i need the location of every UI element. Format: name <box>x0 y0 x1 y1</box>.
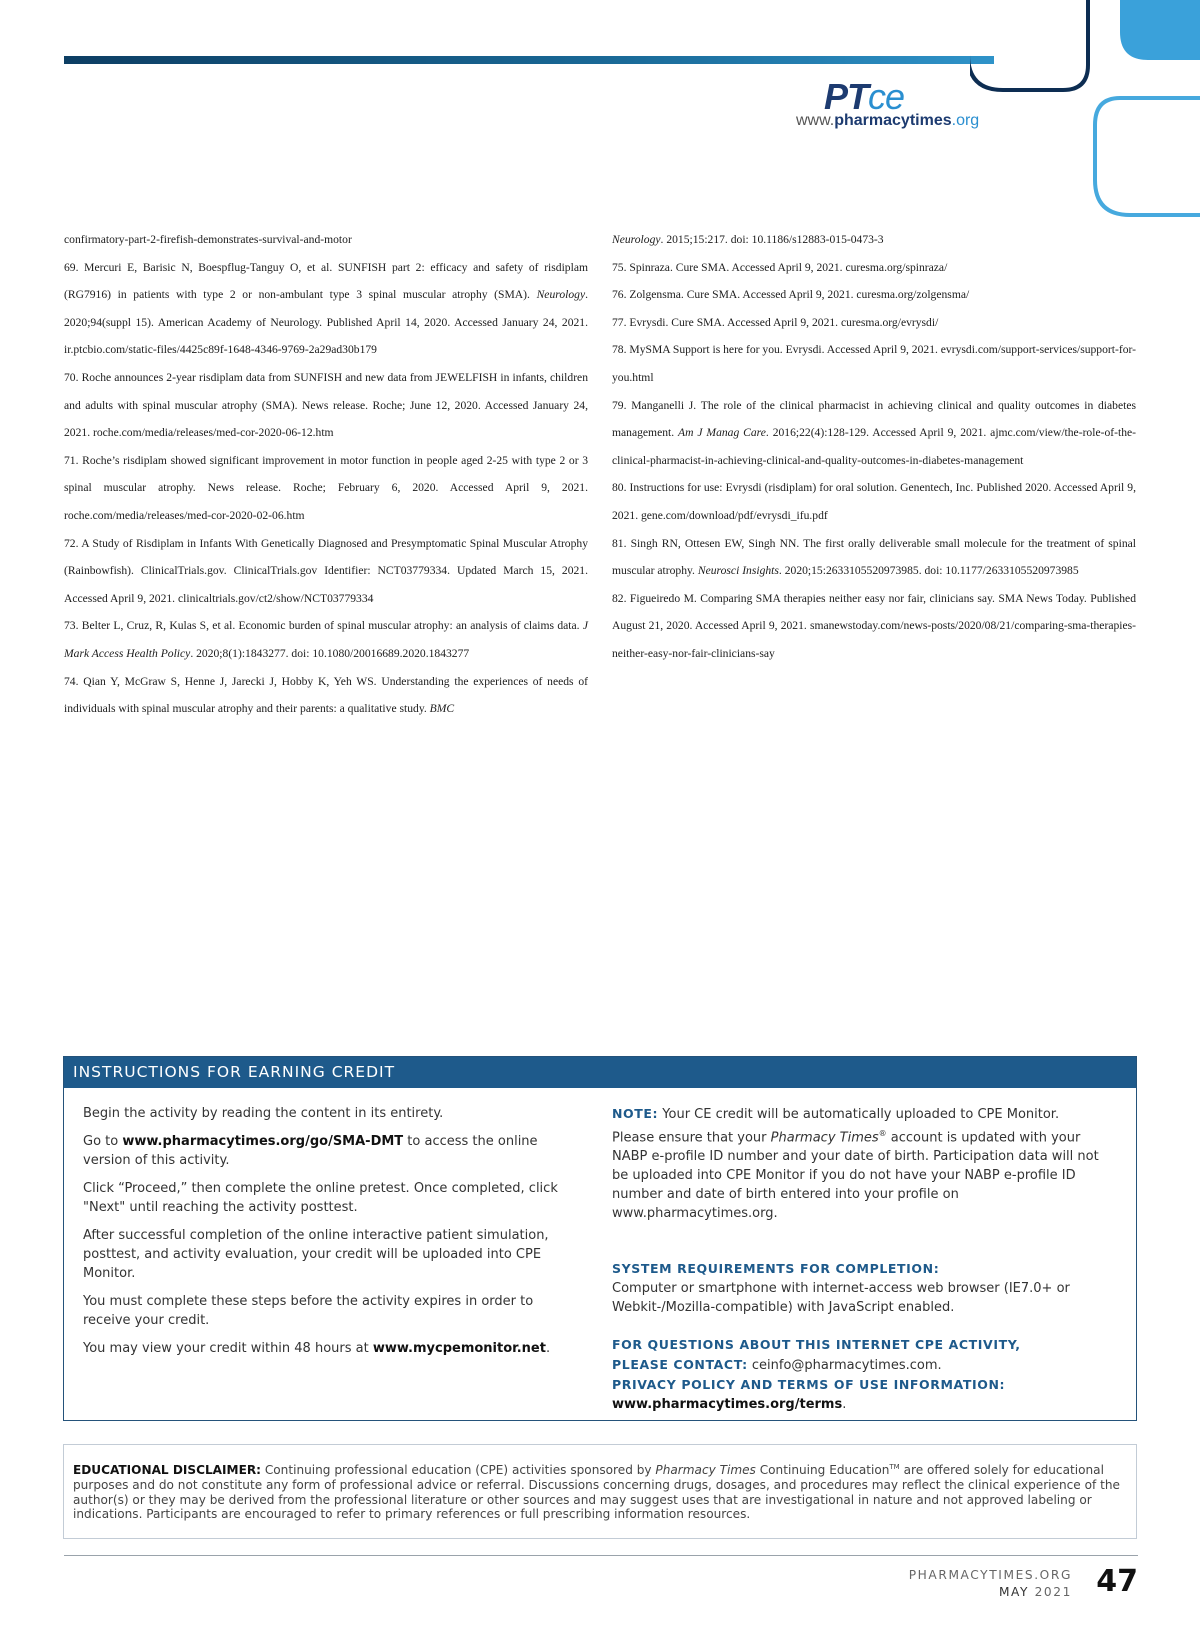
logo-pt: PT <box>824 76 869 117</box>
reference-entry <box>612 392 1136 475</box>
lightblue-rounded-outline <box>1095 98 1200 215</box>
credit-info <box>612 1104 1102 1414</box>
footer-rule <box>64 1555 1138 1556</box>
reference-entry <box>64 226 588 254</box>
text-segment: . <box>545 1341 551 1356</box>
blue-quarter-shape <box>1120 0 1200 60</box>
references-right-column <box>612 226 1136 668</box>
text-segment: 69. Mercuri E, Barisic N, Boespflug-Tanguy O, et al. SUNFISH part 2: efficacy and safety of risdiplam (RG7916) in patients with type 2 or non-ambulant type 3 spinal muscular atrophy (SMA). <box>64 260 588 302</box>
questions-heading-1: FOR QUESTIONS ABOUT THIS INTERNET CPE ACTIVITY, <box>612 1337 1021 1353</box>
text-segment: You must complete these steps before the activity expires in order to receive your credit. <box>83 1294 534 1328</box>
disclaimer-text-c: are offered solely for educational purposes and do not constitute any form of professional advice or referral. Discussions concerning drugs, dosages, and procedures may reflect the clinical experience of the author(s) or they may be derived from the professional literature or other sources and may suggest uses that are investigational in nature and not approved labeling or indications. Participants are encouraged to refer to primary references or full prescribing information resources. <box>73 1463 1120 1522</box>
privacy-link-p <box>612 1395 1102 1414</box>
journal-title: Neurosci Insights <box>697 564 779 578</box>
text-segment: 74. Qian Y, McGraw S, Henne J, Jarecki J, Hobby K, Yeh WS. Understanding the experiences of needs of individuals with spinal muscular atrophy and their parents: a qualitative study. <box>64 674 588 716</box>
journal-title: BMC <box>429 702 455 716</box>
reference-entry <box>612 585 1136 668</box>
credit-step <box>83 1179 563 1217</box>
text-segment: 80. Instructions for use: Evrysdi (risdiplam) for oral solution. Genentech, Inc. Published 2020. Accessed April 9, 2021. gene.com/download/pdf/evrysdi_ifu.pdf <box>612 481 1136 522</box>
journal-title: Neurology <box>536 288 586 302</box>
reference-entry <box>64 447 588 530</box>
link-text[interactable]: www.pharmacytimes.org/go/SMA-DMT <box>122 1134 404 1149</box>
sys-heading: SYSTEM REQUIREMENTS FOR COMPLETION: <box>612 1261 940 1277</box>
note-sup: ® <box>878 1129 887 1138</box>
reference-entry <box>612 226 1136 254</box>
ptce-logo[interactable] <box>796 76 1036 136</box>
privacy-heading-p <box>612 1375 1102 1395</box>
url-tld: .org <box>951 112 980 129</box>
text-segment: . 2020;8(1):1843277. doi: 10.1080/20016689.2020.1843277 <box>190 646 470 660</box>
text-segment: 73. Belter L, Cruz, R, Kulas S, et al. Economic burden of spinal muscular atrophy: an analysis of claims data. <box>64 619 583 633</box>
text-segment: 70. Roche announces 2-year risdiplam data from SUNFISH and new data from JEWELFISH in infants, children and adults with spinal muscular atrophy (SMA). News release. Roche; June 12, 2020. Accessed January 24, 2021. roche.com/media/releases/med-cor-2020-06-12.htm <box>64 370 588 440</box>
text-segment: 75. Spinraza. Cure SMA. Accessed April 9, 2021. curesma.org/spinraza/ <box>612 260 948 274</box>
questions-heading-1-p <box>612 1335 1102 1355</box>
questions-email[interactable]: ceinfo@pharmacytimes.com. <box>747 1358 942 1374</box>
credit-step <box>83 1132 563 1170</box>
note-paragraph <box>612 1104 1102 1223</box>
journal-title: J Mark Access Health Policy <box>64 619 588 660</box>
questions-contact <box>612 1355 1102 1375</box>
reference-entry <box>612 336 1136 391</box>
logo-ce: ce <box>868 76 905 117</box>
text-segment: 72. A Study of Risdiplam in Infants With Genetically Diagnosed and Presymptomatic Spinal Muscular Atrophy (Rainbowfish). ClinicalTrials.gov. ClinicalTrials.gov Identifier: NCT03779334. Updated March 15, 2021. Accessed April 9, 2021. clinicaltrials.gov/ct2/show/NCT03779334 <box>64 536 588 605</box>
text-segment: 71. Roche’s risdiplam showed significant improvement in motor function in people aged 2-25 with type 2 or 3 spinal muscular atrophy. News release. Roche; February 6, 2020. Accessed April 9, 2021. roche.com/media/releases/med-cor-2020-02-06.htm <box>64 453 588 522</box>
disclaimer-tm: TM <box>889 1463 900 1471</box>
disclaimer-text-a: Continuing professional education (CPE) activities sponsored by <box>260 1463 656 1478</box>
text-segment: After successful completion of the online interactive patient simulation, posttest, and activity evaluation, your credit will be uploaded into CPE Monitor. <box>83 1228 549 1281</box>
questions-heading-2: PLEASE CONTACT: <box>612 1357 748 1373</box>
text-segment: confirmatory-part-2-firefish-demonstrates-survival-and-motor <box>64 233 352 246</box>
text-segment: 77. Evrysdi. Cure SMA. Accessed April 9, 2021. curesma.org/evrysdi/ <box>612 315 939 329</box>
text-segment: Go to <box>83 1134 123 1149</box>
credit-title: INSTRUCTIONS FOR EARNING CREDIT <box>64 1057 1136 1088</box>
reference-entry <box>64 668 588 723</box>
disclaimer-text-b: Continuing Education <box>755 1463 890 1478</box>
text-segment: . 2015;15:217. doi: 10.1186/s12883-015-0473-3 <box>660 233 884 246</box>
text-segment: Begin the activity by reading the content in its entirety. <box>83 1106 444 1121</box>
credit-step <box>83 1104 563 1123</box>
text-segment: Click “Proceed,” then complete the online pretest. Once completed, click "Next" until reaching the activity posttest. <box>83 1181 558 1215</box>
note-label: NOTE: <box>612 1106 659 1121</box>
footer-month: MAY <box>998 1585 1030 1599</box>
text-segment: 76. Zolgensma. Cure SMA. Accessed April 9, 2021. curesma.org/zolgensma/ <box>612 288 970 302</box>
text-segment: to access the online version of this activity. <box>83 1134 538 1168</box>
reference-entry <box>612 281 1136 309</box>
text-segment: 81. Singh RN, Ottesen EW, Singh NN. The first orally deliverable small molecule for the treatment of spinal muscular atrophy. <box>612 536 1136 578</box>
reference-entry <box>612 309 1136 337</box>
text-segment: 82. Figueiredo M. Comparing SMA therapies neither easy nor fair, clinicians say. SMA News Today. Published August 21, 2020. Accessed April 9, 2021. smanewstoday.com/news-posts/2020/08/21/comparing-sma-therapies-neither-easy-nor-fair-clinicians-say <box>612 591 1136 660</box>
header-rule <box>64 56 994 64</box>
reference-entry <box>64 364 588 447</box>
sys-text: Computer or smartphone with internet-access web browser (IE7.0+ or Webkit-/Mozilla-compatible) with JavaScript enabled. <box>612 1281 1070 1316</box>
credit-step <box>83 1339 563 1358</box>
footer-site: PHARMACYTIMES.ORG <box>908 1568 1072 1582</box>
link-text[interactable]: www.mycpemonitor.net <box>372 1341 546 1356</box>
sys-heading-p <box>612 1259 1102 1279</box>
reference-entry <box>64 530 588 613</box>
reference-entry <box>612 474 1136 529</box>
reference-entry <box>612 530 1136 585</box>
disclaimer-label: EDUCATIONAL DISCLAIMER: <box>73 1463 261 1478</box>
logo-url <box>796 112 979 130</box>
credit-instructions-box <box>63 1056 1137 1421</box>
reference-entry <box>64 254 588 364</box>
references-left-column <box>64 226 588 723</box>
text-segment: . 2020;15:2633105520973985. doi: 10.1177/2633105520973985 <box>778 564 1079 578</box>
educational-disclaimer <box>63 1444 1137 1539</box>
note-text-a: Your CE credit will be automatically uploaded to CPE Monitor. Please ensure that your <box>612 1107 1060 1146</box>
text-segment: . 2016;22(4):128-129. Accessed April 9, 2021. ajmc.com/view/the-role-of-the-clinical-pharmacist-in-achieving-clinical-and-quality-outcomes-in-diabetes-management <box>612 426 1136 467</box>
page-number: 47 <box>1096 1564 1138 1599</box>
footer-year: 2021 <box>1034 1585 1072 1599</box>
note-text-b: account is updated with your NABP e-profile ID number and your date of birth. Participation data will not be uploaded into CPE Monitor if you do not have your NABP e-profile ID number and date of birth entered into your profile on www.pharmacytimes.org. <box>612 1130 1099 1222</box>
disclaimer-italic: Pharmacy Times <box>655 1463 756 1478</box>
journal-title: Am J Manag Care <box>678 426 766 440</box>
journal-title: Neurology <box>612 233 661 246</box>
text-segment: 78. MySMA Support is here for you. Evrysdi. Accessed April 9, 2021. evrysdi.com/support-services/support-for-you.html <box>612 343 1136 384</box>
credit-steps <box>83 1104 563 1367</box>
reference-entry <box>64 612 588 667</box>
text-segment: . 2020;94(suppl 15). American Academy of Neurology. Published April 14, 2020. Accessed January 24, 2021. ir.ptcbio.com/static-files/4425c89f-1648-4346-9769-2a29ad30b179 <box>64 288 588 357</box>
url-domain: pharmacytimes <box>834 112 952 129</box>
footer-date <box>999 1585 1072 1599</box>
url-prefix: www. <box>796 112 835 129</box>
text-segment: You may view your credit within 48 hours at <box>83 1341 373 1356</box>
reference-entry <box>612 254 1136 282</box>
privacy-end: . <box>842 1397 847 1413</box>
privacy-link[interactable]: www.pharmacytimes.org/terms <box>612 1397 843 1413</box>
text-segment: 79. Manganelli J. The role of the clinical pharmacist in achieving clinical and quality outcomes in diabetes management. <box>612 398 1136 440</box>
credit-step <box>83 1226 563 1283</box>
note-italic: Pharmacy Times <box>770 1130 879 1146</box>
credit-step <box>83 1292 563 1330</box>
privacy-heading: PRIVACY POLICY AND TERMS OF USE INFORMATION: <box>612 1377 1006 1393</box>
